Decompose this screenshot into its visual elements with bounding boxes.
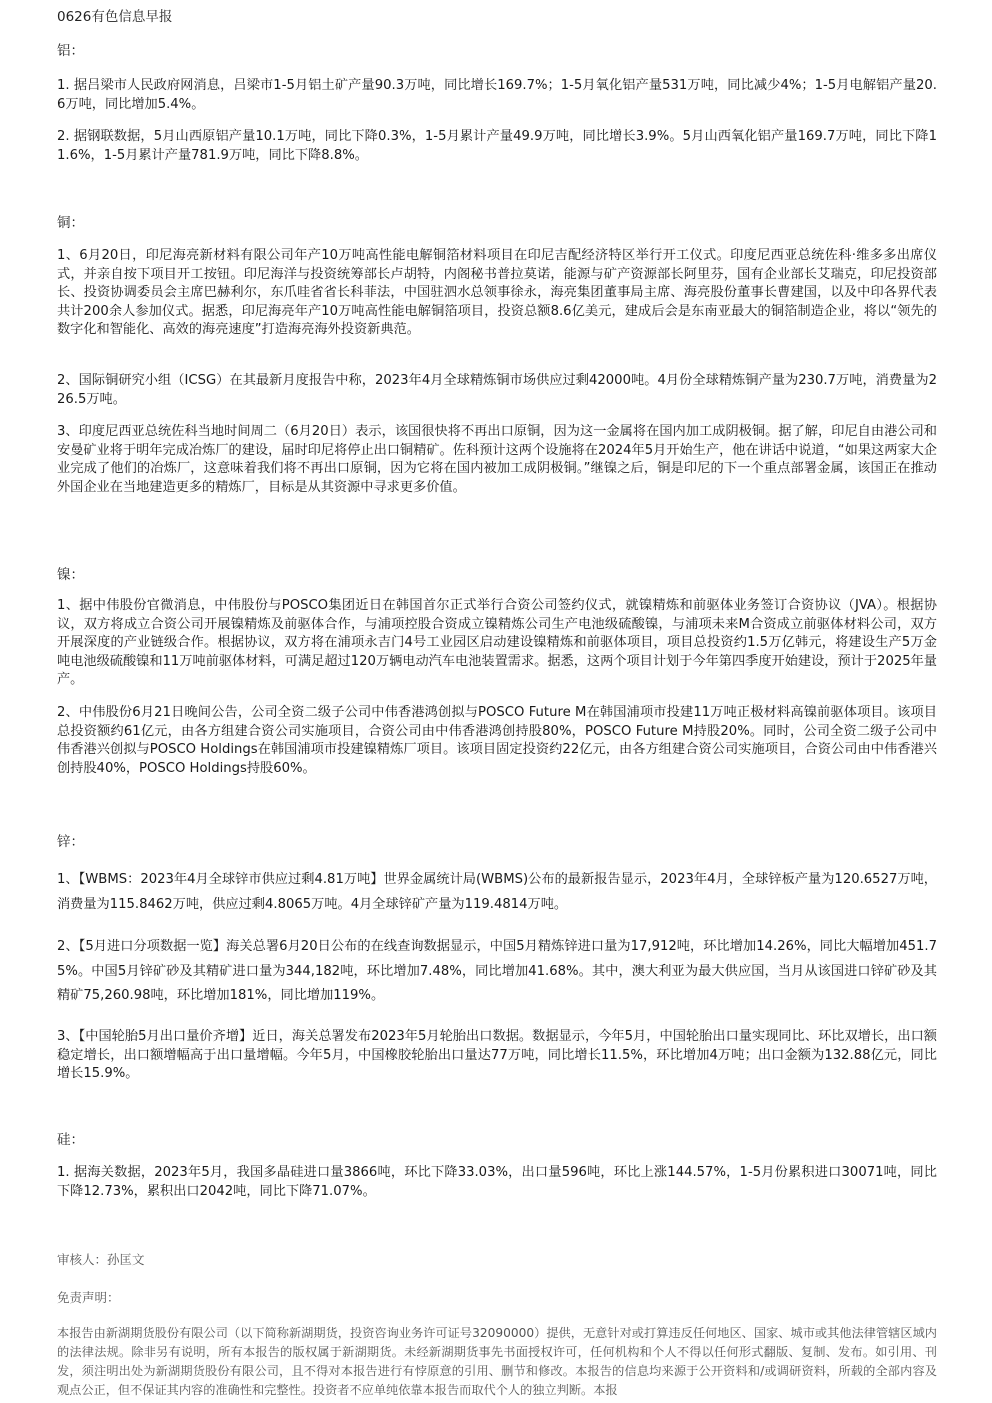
zinc-item-2: 2、【5月进口分项数据一览】海关总署6月20日公布的在线查询数据显示，中国5月精炼锌进口量为17,912吨，环比增加14.26%，同比大幅增加451.75%。中国5月锌矿砂及其精矿进口量为344,182吨，环比增加7.48%，同比增加41.68%。其中，澳大利亚为最大供应国，当月从该国进口锌矿砂及其精矿75,260.98吨，环比增加181%，同比增加119%。 <box>57 939 937 1003</box>
zinc-item-1: 1、【WBMS：2023年4月全球锌市供应过剩4.81万吨】世界金属统计局(WBMS)公布的最新报告显示，2023年4月，全球锌板产量为120.6527万吨，消费量为115.8462万吨，供应过剩4.8065万吨。4月全球锌矿产量为119.4814万吨。 <box>57 872 937 912</box>
aluminum-item-2: 2. 据钢联数据，5月山西原铝产量10.1万吨，同比下降0.3%，1-5月累计产量49.9万吨，同比增长3.9%。5月山西氧化铝产量169.7万吨，同比下降11.6%，1-5月累计产量781.9万吨，同比下降8.8%。 <box>57 129 937 163</box>
zinc-item-3: 3、【中国轮胎5月出口量价齐增】近日，海关总署发布2023年5月轮胎出口数据。数据显示，今年5月，中国轮胎出口量实现同比、环比双增长，出口额稳定增长，出口额增幅高于出口量增幅。今年5月，中国橡胶轮胎出口量达77万吨，同比增长11.5%，环比增加4万吨；出口金额为132.88亿元，同比增长15.9%。 <box>57 1029 937 1082</box>
section-heading-aluminum: 铝： <box>57 43 84 59</box>
disclaimer-label: 免责声明： <box>57 1290 120 1305</box>
nickel-item-2: 2、中伟股份6月21日晚间公告，公司全资二级子公司中伟香港鸿创拟与POSCO Future M在韩国浦项市投建11万吨正极材料高镍前驱体项目。该项目总投资额约61亿元，由各方组建合资公司实施项目，合资公司由中伟香港鸿创持股80%，POSCO Future M持股20%。同时，公司全资二级子公司中伟香港兴创拟与POSCO Holdings在韩国浦项市投建镍精炼厂项目。该项目固定投资约22亿元，由各方组建合资公司实施项目，合资公司由中伟香港兴创持股40%，POSCO Holdings持股60%。 <box>57 705 937 776</box>
copper-item-2: 2、国际铜研究小组（ICSG）在其最新月度报告中称，2023年4月全球精炼铜市场供应过剩42000吨。4月份全球精炼铜产量为230.7万吨，消费量为226.5万吨。 <box>57 373 937 407</box>
aluminum-item-1: 1. 据吕梁市人民政府网消息，吕梁市1-5月铝土矿产量90.3万吨，同比增长169.7%；1-5月氧化铝产量531万吨，同比减少4%；1-5月电解铝产量20.6万吨，同比增加5.4%。 <box>57 78 937 112</box>
section-heading-zinc: 锌： <box>57 834 84 850</box>
report-title: 0626有色信息早报 <box>57 9 173 25</box>
section-heading-copper: 铜： <box>57 215 84 231</box>
section-heading-nickel: 镍： <box>57 567 84 583</box>
nickel-item-1: 1、据中伟股份官微消息，中伟股份与POSCO集团近日在韩国首尔正式举行合资公司签约仪式，就镍精炼和前驱体业务签订合资协议（JVA）。根据协议，双方将成立合资公司开展镍精炼及前驱体合作，与浦项控股合资成立镍精炼公司生产电池级硫酸镍，与浦项未来M合资成立前驱体材料公司，双方开展深度的产业链级合作。根据协议，双方将在浦项永吉门4号工业园区启动建设镍精炼和前驱体项目，项目总投资约1.5万亿韩元，将建设生产5万金吨电池级硫酸镍和11万吨前驱体材料，可满足超过120万辆电动汽车电池装置需求。据悉，这两个项目计划于今年第四季度开始建设，预计于2025年量产。 <box>57 598 937 688</box>
reviewer-label: 审核人：孙匡文 <box>57 1252 145 1267</box>
copper-item-3: 3、印度尼西亚总统佐科当地时间周二（6月20日）表示，该国很快将不再出口原铜，因为这一金属将在国内加工成阴极铜。据了解，印尼自由港公司和安曼矿业将于明年完成冶炼厂的建设，届时印尼将停止出口铜精矿。佐科预计这两个设施将在2024年5月开始生产，他在讲话中说道，“如果这两家大企业完成了他们的冶炼厂，这意味着我们将不再出口原铜，因为它将在国内被加工成阴极铜。”继镍之后，铜是印尼的下一个重点部署金属，该国正在推动外国企业在当地建造更多的精炼厂，目标是从其资源中寻求更多价值。 <box>57 424 937 495</box>
silicon-item-1: 1. 据海关数据，2023年5月，我国多晶硅进口量3866吨，环比下降33.03%，出口量596吨，环比上涨144.57%，1-5月份累积进口30071吨，同比下降12.73%，累积出口2042吨，同比下降71.07%。 <box>57 1165 937 1199</box>
disclaimer-text: 本报告由新湖期货股份有限公司（以下简称新湖期货，投资咨询业务许可证号32090000）提供，无意针对或打算违反任何地区、国家、城市或其他法律管辖区域内的法律法规。除非另有说明，所有本报告的版权属于新湖期货。未经新湖期货事先书面授权许可，任何机构和个人不得以任何形式翻版、复制、发布。如引用、刊发，须注明出处为新湖期货股份有限公司，且不得对本报告进行有悖原意的引用、删节和修改。本报告的信息均来源于公开资料和/或调研资料，所载的全部内容及观点公正，但不保证其内容的准确性和完整性。投资者不应单纯依靠本报告而取代个人的独立判断。本报 <box>57 1326 937 1397</box>
section-heading-silicon: 硅： <box>57 1132 84 1148</box>
copper-item-1: 1、6月20日，印尼海亮新材料有限公司年产10万吨高性能电解铜箔材料项目在印尼吉配经济特区举行开工仪式。印度尼西亚总统佐科·维多多出席仪式，并亲自按下项目开工按钮。印尼海洋与投资统筹部长卢胡特，内阁秘书普拉莫诺，能源与矿产资源部长阿里芬，国有企业部长艾瑞克，印尼投资部长、投资协调委员会主席巴赫利尔，东爪哇省省长科菲法，中国驻泗水总领事徐永，海亮集团董事局主席、海亮股份董事长曹建国，以及中印各界代表共计200余人参加仪式。据悉，印尼海亮年产10万吨高性能电解铜箔项目，投资总额8.6亿美元，建成后会是东南亚最大的铜箔制造企业，将以“领先的数字化和智能化、高效的海亮速度”打造海亮海外投资新典范。 <box>57 248 937 338</box>
